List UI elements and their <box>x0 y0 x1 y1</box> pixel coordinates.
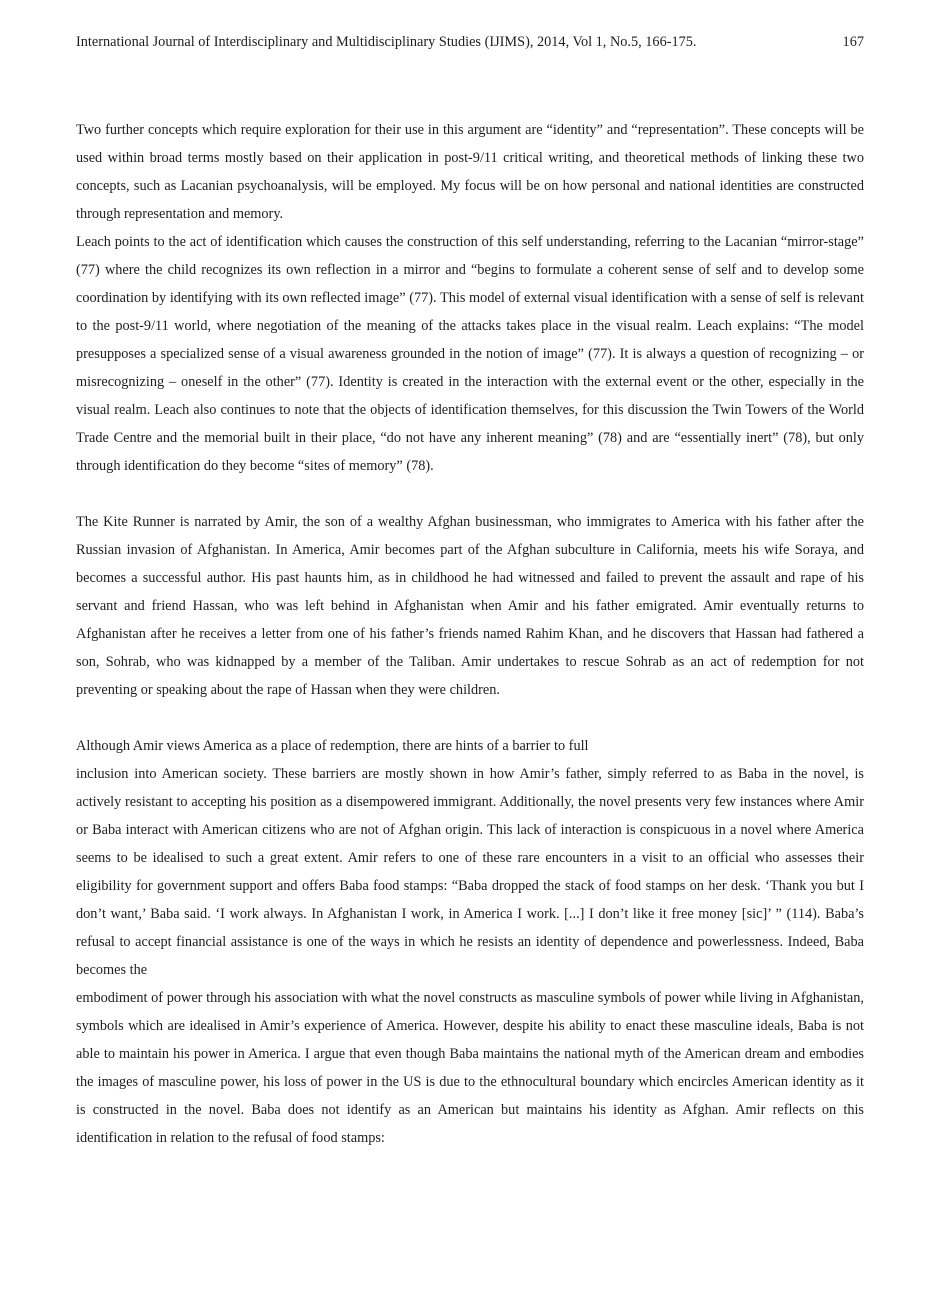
paragraph-masculine-power: embodiment of power through his association with what the novel constructs as masculine symbols of power while living in Afghanistan, symbols which are idealised in Amir’s experience of America. However, despite his ability to enact these masculine ideals, Baba is not able to maintain his power in America. I argue that even though Baba maintains the national myth of the American dream and embodies the images of masculine power, his loss of power in the US is due to the ethnocultural boundary which encircles American identity as it is constructed in the novel. Baba does not identify as an American but maintains his identity as Afghan. Amir reflects on this identification in relation to the refusal of food stamps: <box>76 990 864 1146</box>
paragraph-barrier-intro: Although Amir views America as a place of redemption, there are hints of a barrier to full <box>76 738 589 754</box>
article-body <box>76 116 864 1152</box>
paragraph-kite-runner-summary: The Kite Runner is narrated by Amir, the son of a wealthy Afghan businessman, who immigrates to America with his father after the Russian invasion of Afghanistan. In America, Amir becomes part of the Afghan subculture in California, meets his wife Soraya, and becomes a successful author. His past haunts him, as in childhood he had witnessed and failed to prevent the assault and rape of his servant and friend Hassan, who was left behind in Afghanistan when Amir and his father emigrated. Amir eventually returns to Afghanistan after he receives a letter from one of his father’s friends named Rahim Khan, and he discovers that Hassan had fathered a son, Sohrab, who was kidnapped by a member of the Taliban. Amir undertakes to rescue Sohrab as an act of redemption for not preventing or speaking about the rape of Hassan when they were children. <box>76 514 864 698</box>
paragraph-identity-representation: Two further concepts which require exploration for their use in this argument are “identity” and “representation”. These concepts will be used within broad terms mostly based on their application in post-9/11 critical writing, and theoretical methods of linking these two concepts, such as Lacanian psychoanalysis, will be employed. My focus will be on how personal and national identities are constructed through representation and memory. <box>76 122 864 222</box>
page-number: 167 <box>842 34 864 50</box>
paragraph-leach-mirror-stage: Leach points to the act of identification which causes the construction of this self understanding, referring to the Lacanian “mirror-stage” (77) where the child recognizes its own reflection in a mirror and “begins to formulate a coherent sense of self and to develop some coordination by identifying with its own reflected image” (77). This model of external visual identification with a sense of self is relevant to the post-9/11 world, where negotiation of the meaning of the attacks takes place in the visual realm. Leach explains: “The model presupposes a specialized sense of a visual awareness grounded in the notion of image” (77). It is always a question of recognizing – or misrecognizing – oneself in the other” (77). Identity is created in the interaction with the external event or the other, especially in the visual realm. Leach also continues to note that the objects of identification themselves, for this discussion the Twin Towers of the World Trade Centre and the memorial built in their place, “do not have any inherent meaning” (78) and are “essentially inert” (78), but only through identification do they become “sites of memory” (78). <box>76 234 864 474</box>
paragraph-baba-resistance: inclusion into American society. These barriers are mostly shown in how Amir’s father, simply referred to as Baba in the novel, is actively resistant to accepting his position as a disempowered immigrant. Additionally, the novel presents very few instances where Amir or Baba interact with American citizens who are not of Afghan origin. This lack of interaction is conspicuous in a novel where America seems to be idealised to such a great extent. Amir refers to one of these rare encounters in a visit to an official who assesses their eligibility for government support and offers Baba food stamps: “Baba dropped the stack of food stamps on her desk. ‘Thank you but I don’t want,’ Baba said. ‘I work always. In Afghanistan I work, in America I work. [...] I don’t like it free money [sic]’ ” (114). Baba’s refusal to accept financial assistance is one of the ways in which he resists an identity of dependence and powerlessness. Indeed, Baba becomes the <box>76 766 864 978</box>
paragraph-gap <box>76 704 864 732</box>
paragraph-gap <box>76 480 864 508</box>
journal-citation: International Journal of Interdisciplinary and Multidisciplinary Studies (IJIMS), 2014, Vol 1, No.5, 166-175. <box>76 34 697 50</box>
